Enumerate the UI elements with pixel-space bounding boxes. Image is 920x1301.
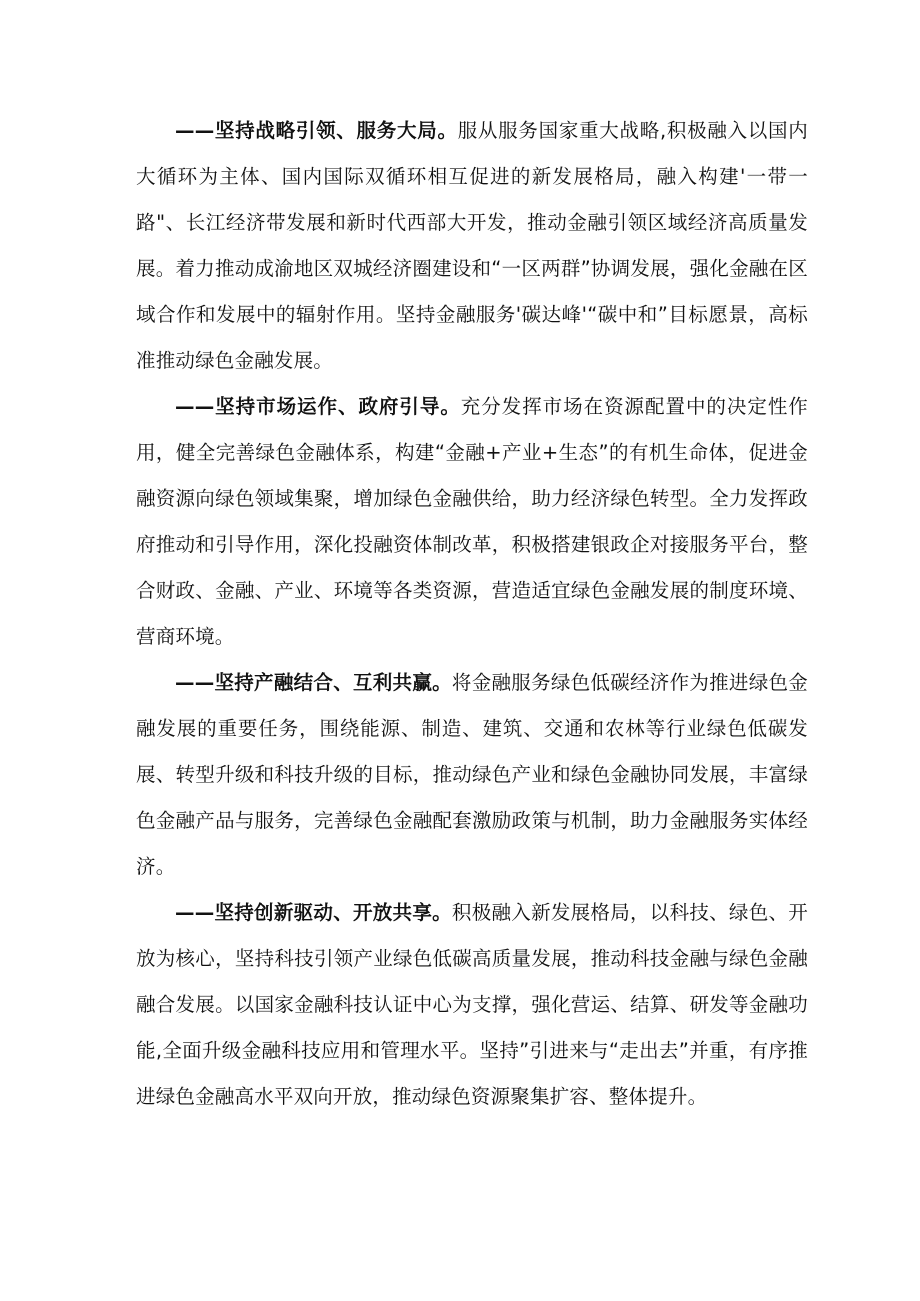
paragraph-text: 充分发挥市场在资源配置中的决定性作用，健全完善绿色金融体系，构建“金融+产业+生态”的有机生命体，促进金融资源向绿色领域集聚，增加绿色金融供给，助力经济绿色转型。全力发挥政府推动和引导作用，深化投融资体制改革，积极搭建银政企对接服务平台，整合财政、金融、产业、环境等各类资源，营造适宜绿色金融发展的制度环境、营商环境。 [136, 395, 808, 648]
paragraph-text: 将金融服务绿色低碳经济作为推进绿色金融发展的重要任务，围绕能源、制造、建筑、交通和农林等行业绿色低碳发展、转型升级和科技升级的目标，推动绿色产业和绿色金融协同发展，丰富绿色金融产品与服务，完善绿色金融配套激励政策与机制，助力金融服务实体经济。 [136, 671, 808, 878]
paragraph-lead: ——坚持市场运作、政府引导。 [175, 395, 461, 418]
paragraph-lead: ——坚持创新驱动、开放共享。 [175, 901, 452, 924]
paragraph-text: 积极融入新发展格局，以科技、绿色、开放为核心，坚持科技引领产业绿色低碳高质量发展，推动科技金融与绿色金融融合发展。以国家金融科技认证中心为支撑，强化营运、结算、研发等金融功能,全面升级金融科技应用和管理水平。坚持”引进来与“走出去”并重，有序推进绿色金融高水平双向开放，推动绿色资源聚集扩容、整体提升。 [136, 901, 808, 1108]
paragraph-innovation [136, 890, 808, 1120]
paragraph-strategy [136, 108, 808, 384]
paragraph-market [136, 384, 808, 660]
document-body [136, 108, 808, 1120]
paragraph-industry-finance [136, 660, 808, 890]
paragraph-lead: ——坚持产融结合、互利共赢。 [175, 671, 452, 694]
paragraph-lead: ——坚持战略引领、服务大局。 [175, 119, 458, 142]
paragraph-text: 服从服务国家重大战略,积极融入以国内大循环为主体、国内国际双循环相互促进的新发展格局，融入构建'一带一路"、长江经济带发展和新时代西部大开发，推动金融引领区域经济高质量发展。着力推动成渝地区双城经济圈建设和“一区两群”协调发展，强化金融在区域合作和发展中的辐射作用。坚持金融服务'碳达峰'“碳中和”目标愿景，高标准推动绿色金融发展。 [136, 119, 808, 372]
